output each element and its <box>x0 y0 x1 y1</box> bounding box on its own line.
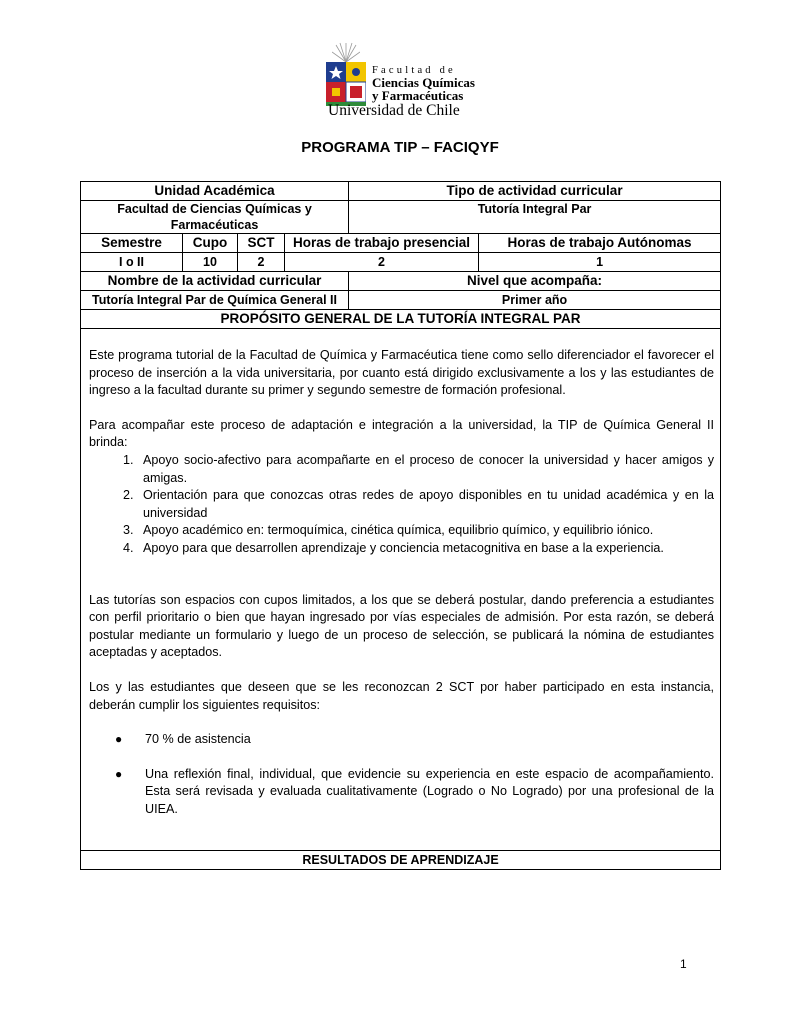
table-row <box>81 201 721 234</box>
list-item <box>115 731 714 749</box>
horas-autonomas-label: Horas de trabajo Autónomas <box>479 234 721 253</box>
paragraph-tutorias: Las tutorías son espacios con cupos limitados, a los que se deberá postular, dando preferencia a estudiantes con perfil prioritario o bien que hayan ingresado por vías especiales de admisión. Por esta razón, se deberá postular mediante un formulario y luego de un proceso de selección, se publicará la nómina de estudiantes aceptadas y aceptados. <box>89 592 715 660</box>
unidad-academica-value: Facultad de Ciencias Químicas y Farmacéuticas <box>81 201 349 234</box>
logo-faculty-line1: Facultad de <box>372 65 456 76</box>
proposito-heading: PROPÓSITO GENERAL DE LA TUTORÍA INTEGRAL PAR <box>81 310 721 329</box>
requirement-text: 70 % de asistencia <box>145 732 251 747</box>
bullet-icon: ● <box>115 766 123 781</box>
unidad-academica-label: Unidad Académica <box>81 182 349 201</box>
table-row <box>81 310 721 329</box>
page-number: 1 <box>680 957 687 971</box>
program-table <box>80 181 721 870</box>
paragraph-acompanar: Para acompañar este proceso de adaptación e integración a la universidad, la TIP de Química General II brinda: <box>89 417 715 450</box>
logo-university-name: Universidad de Chile <box>328 102 460 119</box>
document-title: PROGRAMA TIP – FACIQYF <box>301 139 499 156</box>
list-item: 1. Apoyo socio-afectivo para acompañarte en el proceso de conocer la universidad y hacer amigos y amigas. <box>137 452 714 487</box>
list-item: 3. Apoyo académico en: termoquímica, cinética química, equilibrio químico, y equilibrio iónico. <box>137 522 714 540</box>
semestre-label: Semestre <box>81 234 183 253</box>
requirement-text: Una reflexión final, individual, que evidencie su experiencia en este espacio de acompañamiento. Esta será revisada y evaluada cualitativamente (Logrado o No Logrado) por una profesional de la UIEA. <box>145 766 715 816</box>
tipo-actividad-value: Tutoría Integral Par <box>349 201 721 234</box>
nivel-acompana-value: Primer año <box>349 291 721 310</box>
support-list <box>89 452 714 558</box>
logo-faculty-line3: y Farmacéuticas <box>372 88 464 103</box>
semestre-value: I o II <box>81 253 183 272</box>
faculty-logo <box>320 42 490 120</box>
table-row <box>81 851 721 870</box>
resultados-heading: RESULTADOS DE APRENDIZAJE <box>81 851 721 870</box>
table-row <box>81 272 721 291</box>
proposito-body <box>81 329 721 851</box>
list-item <box>115 766 715 819</box>
list-item: 4. Apoyo para que desarrollen aprendizaje y conciencia metacognitiva en base a la experiencia. <box>137 540 714 558</box>
sct-label: SCT <box>238 234 285 253</box>
logo-faculty-line2: Ciencias Químicas <box>372 75 475 90</box>
cupo-value: 10 <box>183 253 238 272</box>
star-rays-icon <box>332 42 360 64</box>
paragraph-intro: Este programa tutorial de la Facultad de Química y Farmacéutica tiene como sello diferenciador el favorecer el proceso de inserción a la vida universitaria, por cuanto está dirigido exclusivamente a los y las estudiantes de ingreso a la facultad durante su primer y segundo semestre de formación profesional. <box>89 348 715 398</box>
bullet-icon: ● <box>115 732 123 747</box>
table-row <box>81 253 721 272</box>
table-row <box>81 182 721 201</box>
tipo-actividad-label: Tipo de actividad curricular <box>349 182 721 201</box>
paragraph-requisitos: Los y las estudiantes que deseen que se les reconozcan 2 SCT por haber participado en esta instancia, deberán cumplir los siguientes requisitos: <box>89 679 715 712</box>
table-row <box>81 234 721 253</box>
table-row <box>81 329 721 851</box>
cupo-label: Cupo <box>183 234 238 253</box>
horas-autonomas-value: 1 <box>479 253 721 272</box>
table-row <box>81 291 721 310</box>
horas-presencial-value: 2 <box>285 253 479 272</box>
nombre-actividad-value: Tutoría Integral Par de Química General II <box>81 291 349 310</box>
university-shield-icon <box>326 62 366 106</box>
horas-presencial-label: Horas de trabajo presencial <box>285 234 479 253</box>
nivel-acompana-label: Nivel que acompaña: <box>349 272 721 291</box>
sct-value: 2 <box>238 253 285 272</box>
list-item: 2. Orientación para que conozcas otras redes de apoyo disponibles en tu unidad académica y en la universidad <box>137 487 714 522</box>
nombre-actividad-label: Nombre de la actividad curricular <box>81 272 349 291</box>
requirements-list <box>89 731 714 818</box>
